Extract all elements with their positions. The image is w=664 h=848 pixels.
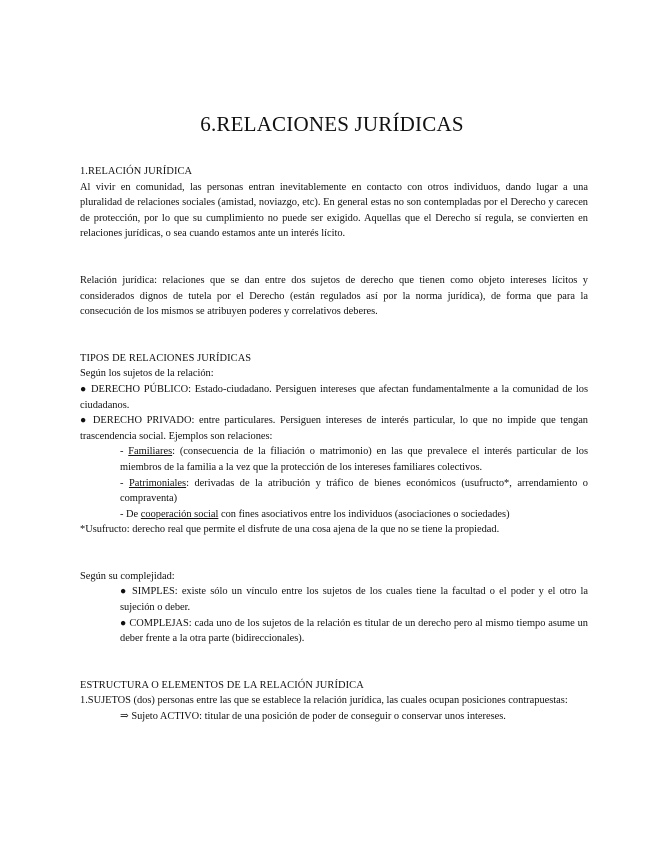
bullet-label: SIMPLES: (132, 586, 178, 598)
bullet-label: COMPLEJAS: (129, 617, 192, 629)
document-body (80, 164, 588, 725)
subitem-rest: : (consecuencia de la filiación o matrimonio) en las que prevalece el interés particular de los miembros de la familia a la vez que la protección de los intereses familiares colectivos. (120, 446, 588, 473)
subitem-rest: con fines asociativos entre los individuos (asociaciones o sociedades) (218, 508, 510, 520)
subjects-line: 1.SUJETOS (dos) personas entre las que se establece la relación jurídica, las cuales ocupan posiciones contrapuestas: (80, 695, 568, 707)
bullet-text: entre particulares. Persiguen intereses de interés particular, lo que no impide que tengan trascendencia social. Ejemplos son relaciones: (80, 415, 588, 442)
subitem-prefix: - (120, 446, 129, 458)
subitem-prefix: - De (120, 508, 141, 520)
section-heading-tipos: TIPOS DE RELACIONES JURÍDICAS (80, 352, 252, 364)
bullet-label: DERECHO PÚBLICO: (90, 383, 192, 395)
bullet-icon: ● (120, 586, 128, 598)
subitem-term: cooperación social (140, 508, 219, 520)
bullet-text: existe sólo un vínculo entre los sujetos de los cuales tiene la facultad o el poder y el otro la sujeción o deber. (120, 586, 589, 614)
bullet-label: DERECHO PRIVADO: (92, 415, 195, 427)
bullet-icon: ● (120, 617, 127, 629)
subitem-term: Familiares (128, 446, 173, 458)
spacer (80, 647, 588, 678)
page-title: 6.RELACIONES JURÍDICAS (200, 112, 464, 136)
bullet-icon: ● (80, 415, 89, 427)
subitem-cooperacion-social (80, 507, 588, 523)
paragraph-relacion-juridica: Al vivir en comunidad, las personas entran inevitablemente en contacto con otros individuos, dando lugar a una pluralidad de relaciones sociales (amistad, noviazgo, etc). En general estas no son contempladas por el Derecho y carecen de protección, por lo que su cumplimiento no puede ser exigido. Aquellas que el Derecho sí regula, se convierten en relaciones jurídicas, o sea cuando estamos ante un interés lícito. (80, 181, 588, 240)
intro-complejidad: Según su complejidad: (80, 570, 175, 582)
spacer (80, 538, 588, 569)
spacer (80, 242, 588, 273)
subitem-prefix: - (120, 477, 129, 489)
subitem-familiares (80, 444, 588, 475)
bullet-text: Estado-ciudadano. Persiguen intereses que afectan fundamentalmente a la comunidad de los ciudadanos. (80, 383, 589, 411)
footnote-usufructo: *Usufructo: derecho real que permite el disfrute de una cosa ajena de la que no se tiene la propiedad. (80, 524, 500, 536)
subitem-rest: : derivadas de la atribución y tráfico de bienes económicos (usufructo*, arrendamiento o compraventa) (120, 477, 588, 505)
bullet-derecho-publico (80, 382, 588, 413)
bullet-text: cada uno de los sujetos de la relación es titular de un derecho pero al mismo tiempo asume un deber frente a la otra parte (bidireccionales). (120, 617, 588, 645)
section-heading-estructura: ESTRUCTURA O ELEMENTOS DE LA RELACIÓN JURÍDICA (80, 679, 364, 691)
paragraph-definicion: Relación jurídica: relaciones que se dan entre dos sujetos de derecho que tienen como objeto intereses lícitos y considerados dignos de tutela por el Derecho (están regulados así por la norma jurídica), de forma que para la consecución de los mismos se atribuyen poderes y correlativos deberes. (80, 274, 588, 318)
arrow-icon: ⇒ (120, 711, 129, 723)
arrow-text: Sujeto ACTIVO: titular de una posición de poder de conseguir o conservar unos intereses. (131, 711, 506, 723)
bullet-derecho-privado (80, 413, 588, 444)
spacer (80, 320, 588, 351)
bullet-icon: ● (80, 383, 88, 395)
subitem-patrimoniales (80, 476, 588, 507)
subitem-term: Patrimoniales (128, 477, 187, 489)
bullet-complejas (80, 616, 588, 647)
bullet-simples (80, 584, 588, 615)
section-heading-relacion-juridica: 1.RELACIÓN JURÍDICA (80, 166, 193, 177)
intro-sujetos: Según los sujetos de la relación: (80, 368, 214, 380)
arrow-item-sujeto-activo (80, 709, 588, 725)
